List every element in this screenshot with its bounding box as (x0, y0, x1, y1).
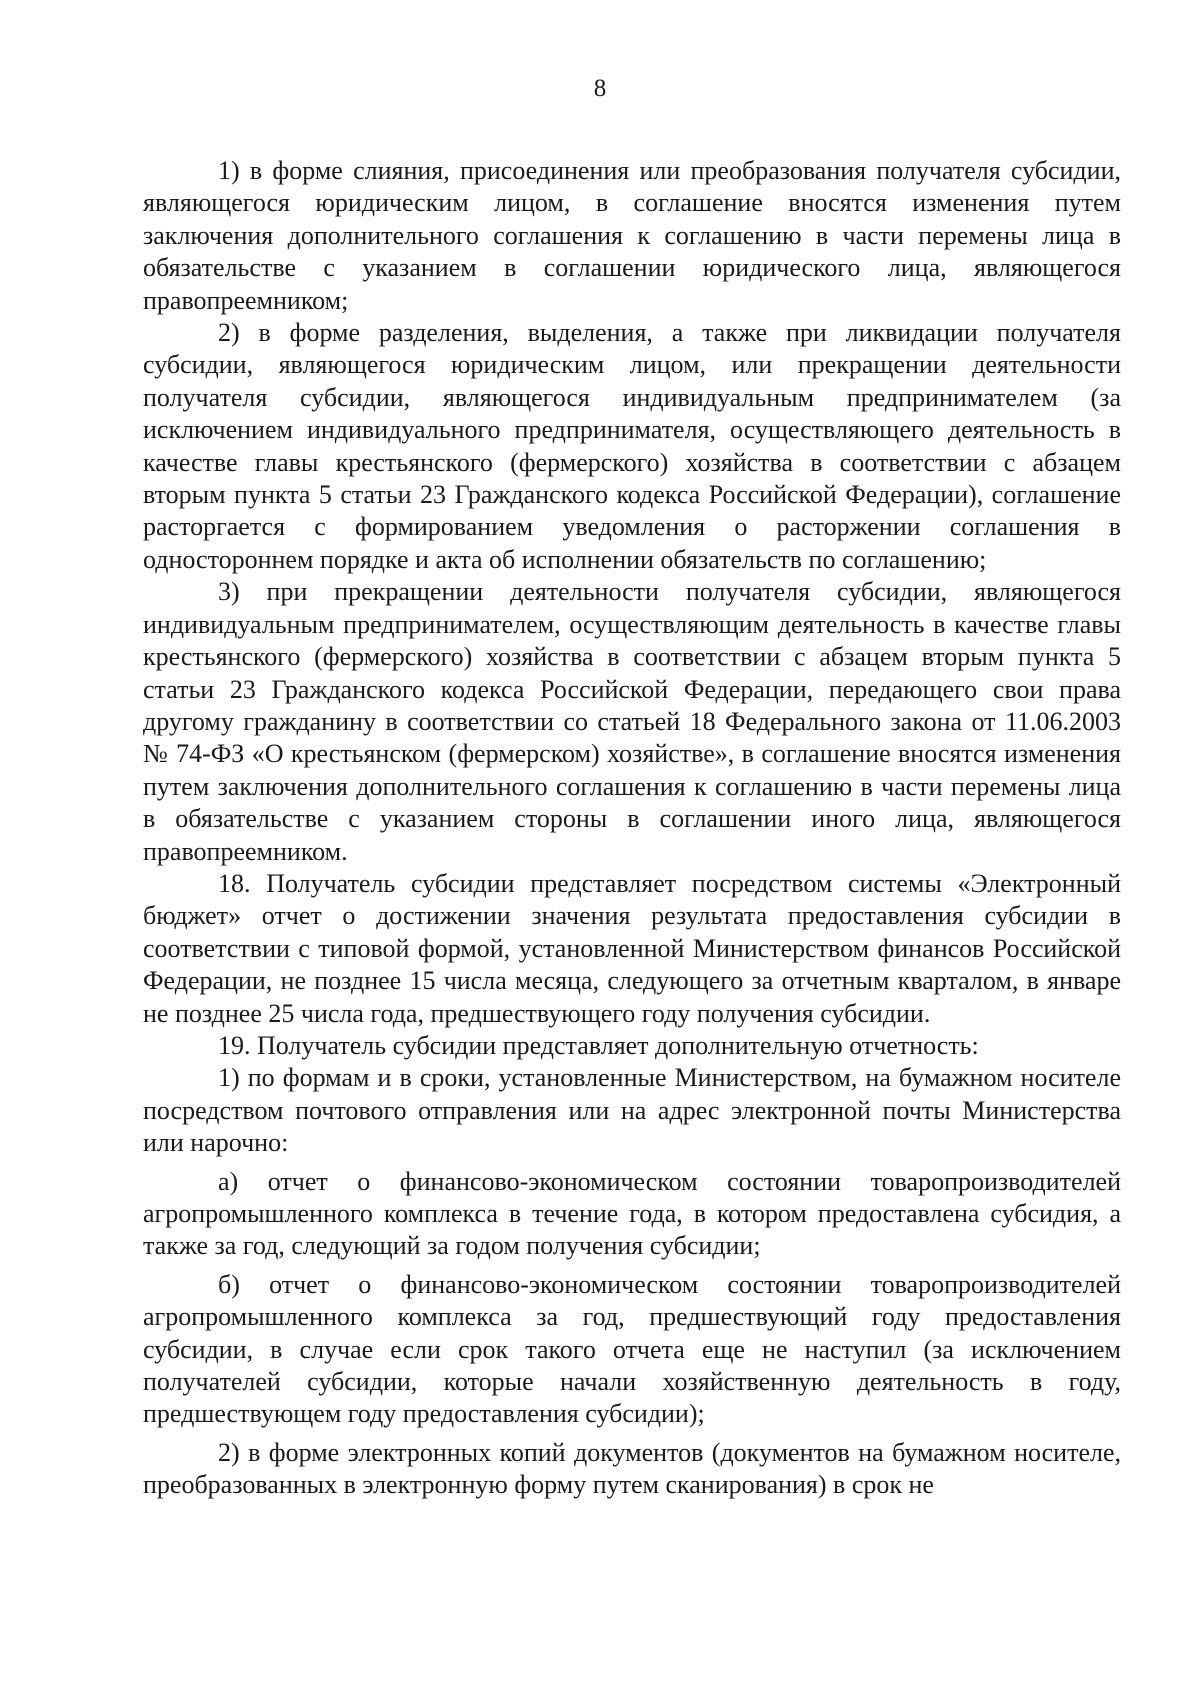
paragraph-2-division: 2) в форме разделения, выделения, а также при ликвидации получателя субсидии, являющегося юридическим лицом, или прекращении деятельности получателя субсидии, являющегося индивидуальным предпринимателем (за исключением индивидуального предпринимателя, осуществляющего деятельность в качестве главы крестьянского (фермерского) хозяйства в соответствии с абзацем вторым пункта 5 статьи 23 Гражданского кодекса Российской Федерации), соглашение расторгается с формированием уведомления о расторжении соглашения в одностороннем порядке и акта об исполнении обязательств по соглашению; (143, 318, 1121, 574)
paragraph-18-report: 18. Получатель субсидии представляет посредством системы «Электронный бюджет» отчет о достижении значения результата предоставления субсидии в соответствии с типовой формой, установленной Министерством финансов Российской Федерации, не позднее 15 числа месяца, следующего за отчетным кварталом, в январе не позднее 25 числа года, предшествующего году получения субсидии. (143, 868, 1121, 1028)
paragraph-19-1-paper-forms: 1) по формам и в сроки, установленные Министерством, на бумажном носителе посредством почтового отправления или на адрес электронной почты Министерства или нарочно: (143, 1063, 1121, 1158)
paragraph-1-merger: 1) в форме слияния, присоединения или преобразования получателя субсидии, являющегося юридическим лицом, в соглашение вносятся изменения путем заключения дополнительного соглашения к соглашению в части перемены лица в обязательстве с указанием в соглашении юридического лица, являющегося правопреемником; (143, 156, 1121, 315)
document-body (143, 155, 1121, 1502)
page-number: 8 (593, 75, 607, 102)
paragraph-19-additional-reporting: 19. Получатель субсидии представляет дополнительную отчетность: (218, 1030, 979, 1060)
paragraph-19-2-electronic-copies: 2) в форме электронных копий документов (документов на бумажном носителе, преобразованных в электронную форму путем сканирования) в срок не (143, 1437, 1121, 1500)
paragraph-19-1-a: а) отчет о финансово-экономическом состоянии товаропроизводителей агропромышленного комплекса в течение года, в котором предоставлена субсидия, а также за год, следующий за годом получения субсидии; (143, 1166, 1121, 1261)
paragraph-3-termination: 3) при прекращении деятельности получателя субсидии, являющегося индивидуальным предпринимателем, осуществляющим деятельность в качестве главы крестьянского (фермерского) хозяйства в соответствии с абзацем вторым пункта 5 статьи 23 Гражданского кодекса Российской Федерации, передающего свои права другому гражданину в соответствии со статьей 18 Федерального закона от 11.06.2003 № 74-ФЗ «О крестьянском (фермерском) хозяйстве», в соглашение вносятся изменения путем заключения дополнительного соглашения к соглашению в части перемены лица в обязательстве с указанием стороны в соглашении иного лица, являющегося правопреемником. (143, 577, 1121, 866)
paragraph-19-1-b: б) отчет о финансово-экономическом состоянии товаропроизводителей агропромышленного комплекса за год, предшествующий году предоставления субсидии, в случае если срок такого отчета еще не наступил (за исключением получателей субсидии, которые начали хозяйственную деятельность в году, предшествующем году предоставления субсидии); (143, 1269, 1121, 1429)
